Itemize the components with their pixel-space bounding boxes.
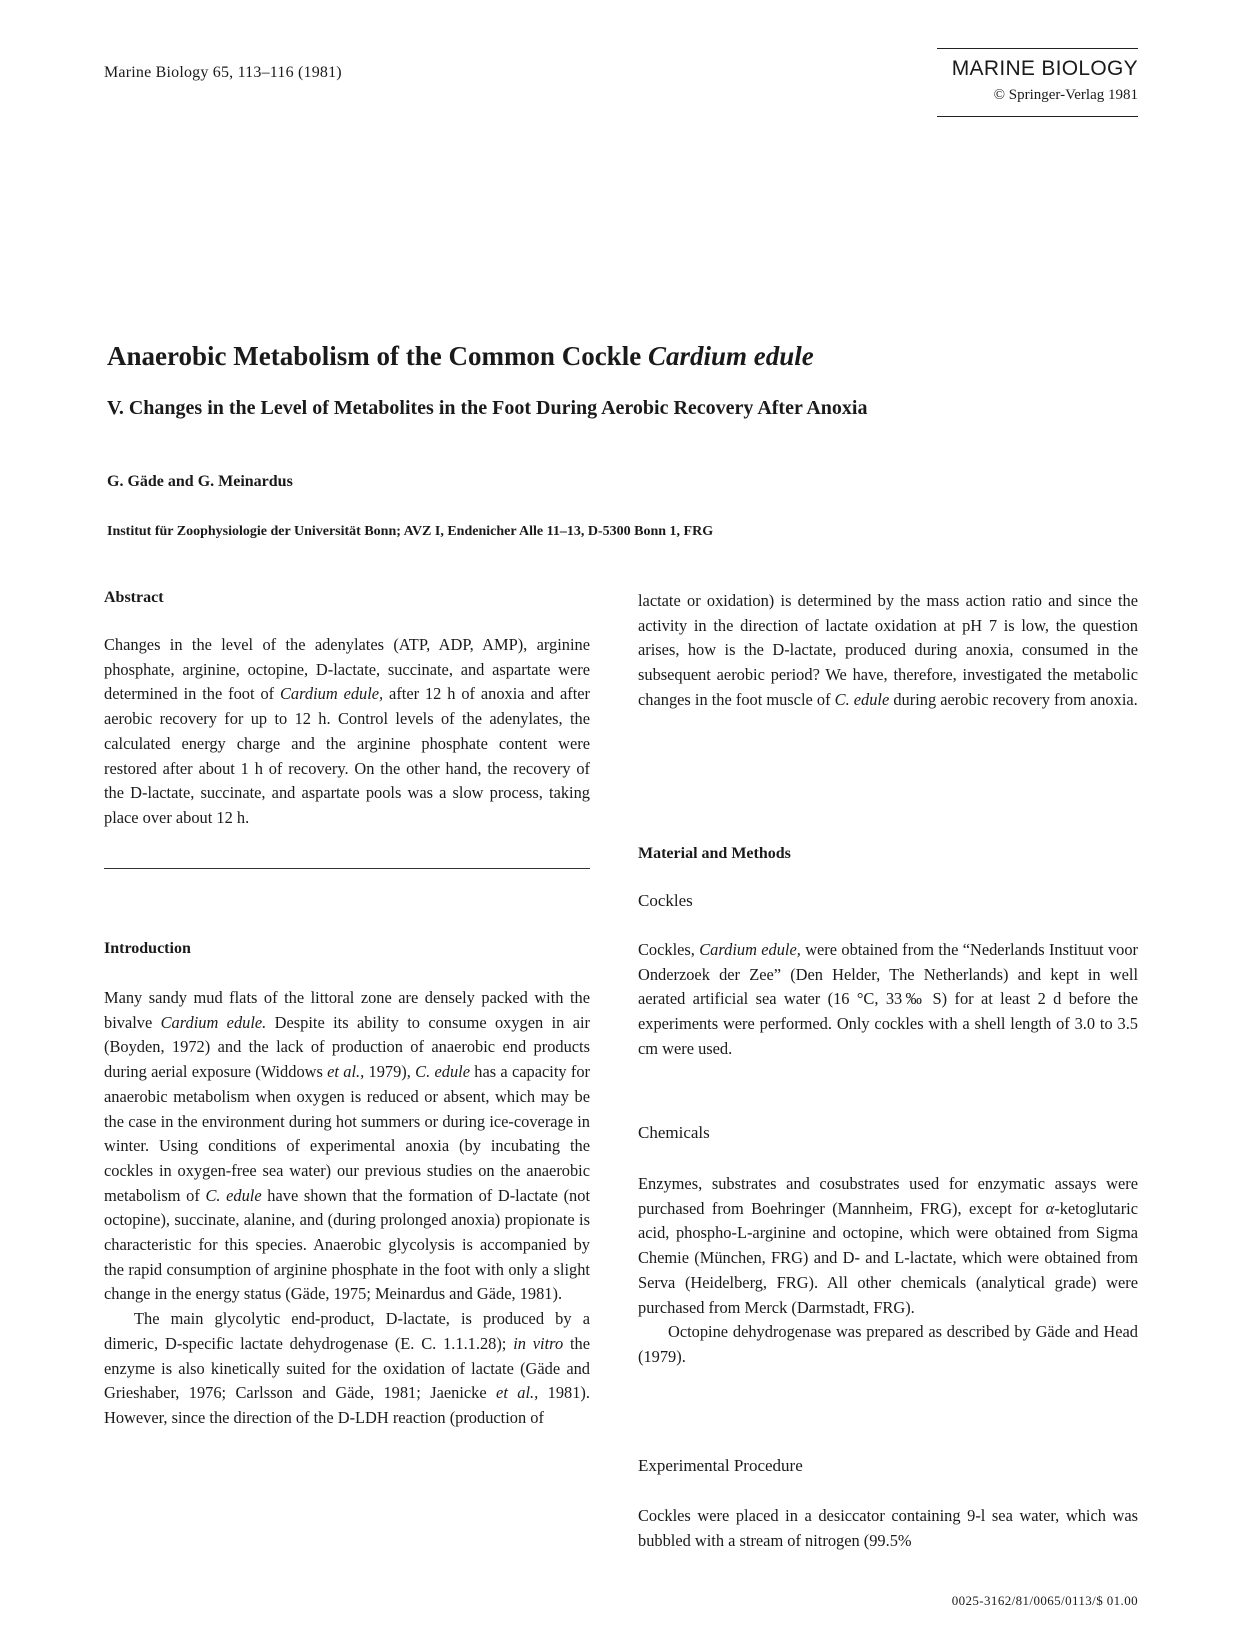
cockles-paragraph [638, 938, 1138, 1062]
introduction-paragraph-2-cont [638, 589, 1138, 713]
intro-italic: C. edule [415, 1062, 470, 1082]
affiliation: Institut für Zoophysiologie der Universität Bonn; AVZ I, Endenicher Alle 11–13, D-5300 Bonn 1, FRG [107, 524, 714, 539]
abstract-end-rule [104, 868, 590, 869]
intro-italic: et al., [327, 1062, 365, 1082]
methods-text: were obtained from the “Nederlands Instituut voor Onderzoek der Zee” (Den Helder, The Netherlands) and kept in well aerated artificial sea water (16 °C, 33‰ S) for at least 2 d before the experiments were performed. Only cockles with a shell length of 3.0 to 3.5 cm were used. [638, 940, 1138, 1058]
methods-text: Enzymes, substrates and cosubstrates used for enzymatic assays were purchased from Boehringer (Mannheim, FRG), except for [638, 1174, 1138, 1218]
chemicals-paragraph-1 [638, 1172, 1138, 1320]
journal-reference: Marine Biology 65, 113–116 (1981) [104, 64, 342, 81]
intro-italic: et al., [496, 1383, 539, 1403]
introduction-heading: Introduction [104, 940, 191, 957]
masthead-bottom-rule [937, 116, 1138, 117]
intro-text: The main glycolytic end-product, D-lactate, is produced by a dimeric, D-specific lactate dehydrogenase (E. C. 1.1.1.28); [104, 1309, 590, 1353]
alpha-symbol: α [1045, 1198, 1055, 1218]
article-subtitle: V. Changes in the Level of Metabolites in the Foot During Aerobic Recovery After Anoxia [107, 397, 868, 419]
abstract-text-part: after 12 h of anoxia and after aerobic recovery for up to 12 h. Control levels of the adenylates, the calculated energy charge and the arginine phosphate content were restored after about 1 h of recovery. On the other hand, the recovery of the D-lactate, succinate, and aspartate pools was a slow process, taking place over about 12 h. [104, 684, 591, 827]
intro-text: the enzyme is also kinetically suited for the oxidation of lactate (Gäde and Grieshaber, 1976; Carlsson and Gäde, 1981; Jaenicke [104, 1333, 590, 1403]
procedure-paragraph: Cockles were placed in a desiccator containing 9-l sea water, which was bubbled with a stream of nitrogen (99.5% [638, 1506, 1138, 1550]
methods-text: -ketoglutaric acid, phospho-L-arginine and octopine, which were obtained from Sigma Chemie (München, FRG) and D- and L-lactate, which were obtained from Serva (Heidelberg, FRG). All other chemicals (analytical grade) were purchased from Merck (Darmstadt, FRG). [638, 1198, 1138, 1317]
intro-italic: C. edule [205, 1185, 262, 1205]
chemicals-heading-block [638, 1121, 1138, 1146]
introduction-continuation [638, 589, 1138, 713]
methods-text: Cockles, [638, 940, 700, 959]
masthead-top-rule [937, 48, 1138, 49]
abstract-section [104, 633, 590, 831]
cockles-heading: Cockles [638, 891, 693, 910]
methods-heading-block [638, 842, 1138, 867]
chemicals-section [638, 1172, 1138, 1370]
intro-italic: in vitro [513, 1333, 564, 1353]
abstract-text-italic: Cardium edule, [280, 684, 384, 704]
introduction-paragraph-1 [104, 986, 590, 1307]
abstract-heading: Abstract [104, 589, 164, 606]
cockles-section [638, 938, 1138, 1062]
intro-text: 1981). However, since the direction of the D-LDH reaction (production of [104, 1383, 590, 1427]
journal-masthead [937, 48, 1138, 117]
introduction-section [104, 986, 590, 1431]
introduction-heading-block [104, 937, 590, 962]
copyright-code: 0025-3162/81/0065/0113/$ 01.00 [951, 1593, 1138, 1608]
copyright-line: © Springer-Verlag 1981 [993, 87, 1138, 103]
abstract-heading-block [104, 586, 590, 611]
authors: G. Gäde and G. Meinardus [107, 473, 293, 490]
intro-text: 1979), [364, 1062, 416, 1082]
article-title-species: Cardium edule [647, 341, 814, 371]
intro-text: Despite its ability to consume oxygen in air (Boyden, 1972) and the lack of production of anaerobic end products during aerial exposure (Widdows [104, 1012, 590, 1082]
introduction-paragraph-2 [104, 1307, 590, 1431]
article-title [107, 341, 814, 372]
procedure-heading-block [638, 1454, 1138, 1479]
methods-heading: Material and Methods [638, 845, 791, 862]
procedure-heading: Experimental Procedure [638, 1456, 803, 1475]
journal-name: MARINE BIOLOGY [951, 57, 1138, 80]
intro-text: has a capacity for anaerobic metabolism when oxygen is reduced or absent, which may be the case in the environment during hot summers or during ice-coverage in winter. Using conditions of experimental anoxia (by incubating the cockles in oxygen-free sea water) our previous studies on the anaerobic metabolism of [104, 1062, 591, 1205]
chemicals-paragraph-2: Octopine dehydrogenase was prepared as described by Gäde and Head (1979). [638, 1322, 1138, 1366]
intro-text: Many sandy mud flats of the littoral zone are densely packed with the bivalve [104, 988, 590, 1032]
intro-text: during aerobic recovery from anoxia. [889, 689, 1138, 709]
abstract-text-part: Changes in the level of the adenylates (ATP, ADP, AMP), arginine phosphate, arginine, octopine, D-lactate, succinate, and aspartate were determined in the foot of [104, 635, 590, 704]
intro-text: have shown that the formation of D-lactate (not octopine), succinate, alanine, and (during prolonged anoxia) propionate is characteristic for this species. Anaerobic glycolysis is accompanied by the rapid consumption of arginine phosphate in the foot with only a slight change in the energy status (Gäde, 1975; Meinardus and Gäde, 1981). [104, 1185, 591, 1304]
chemicals-heading: Chemicals [638, 1123, 710, 1142]
article-title-plain: Anaerobic Metabolism of the Common Cockle [107, 341, 648, 371]
abstract-text [104, 633, 590, 831]
procedure-section [638, 1504, 1138, 1553]
intro-text: lactate or oxidation) is determined by the mass action ratio and since the activity in the direction of lactate oxidation at pH 7 is low, the question arises, how is the D-lactate, produced during anoxia, consumed in the subsequent aerobic period? We have, therefore, investigated the metabolic changes in the foot muscle of [638, 591, 1138, 709]
methods-italic: Cardium edule, [699, 940, 801, 959]
cockles-heading-block [638, 889, 1138, 914]
intro-italic: Cardium edule. [160, 1012, 267, 1032]
intro-italic: C. edule [834, 689, 890, 709]
